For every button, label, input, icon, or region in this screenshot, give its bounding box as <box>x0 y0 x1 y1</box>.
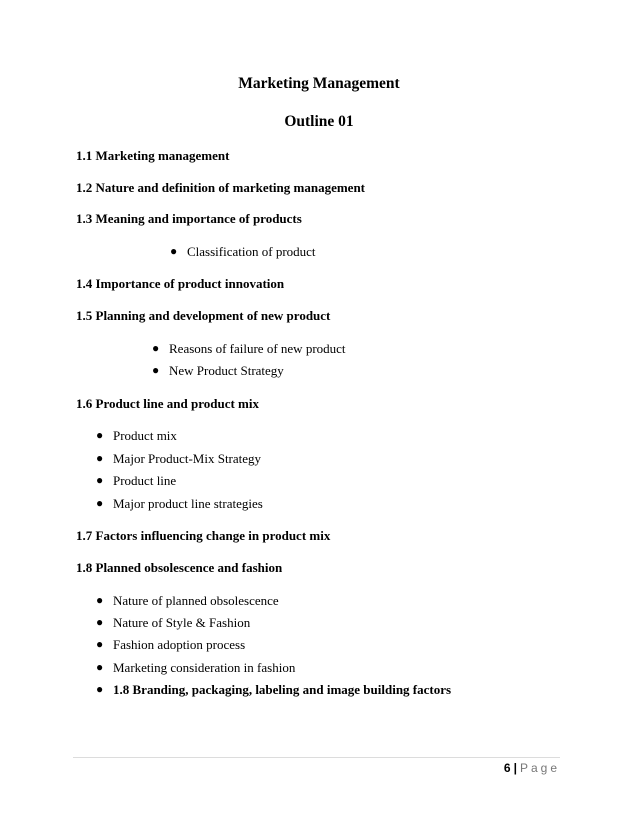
bullet-icon: ● <box>96 593 104 607</box>
page-footer <box>504 761 560 775</box>
section-heading-1-5: 1.5 Planning and development of new product <box>76 308 331 323</box>
footer-divider <box>73 757 560 758</box>
page-label: Page <box>519 761 560 775</box>
bullet-icon: ● <box>96 637 104 651</box>
bullet-icon: ● <box>96 428 104 442</box>
bullet-icon: ● <box>152 341 160 355</box>
bullet-icon: ● <box>96 682 104 696</box>
section-heading-1-6: 1.6 Product line and product mix <box>76 396 259 411</box>
page-title: Marketing Management <box>238 75 400 92</box>
bullet-icon: ● <box>152 363 160 377</box>
section-heading-1-8: 1.8 Planned obsolescence and fashion <box>76 560 283 575</box>
section-heading-1-7: 1.7 Factors influencing change in product mix <box>76 528 331 543</box>
section-heading-1-4: 1.4 Importance of product innovation <box>76 276 285 291</box>
page-subtitle: Outline 01 <box>284 113 354 130</box>
bullet-icon: ● <box>96 496 104 510</box>
footer-separator: | <box>513 761 517 775</box>
page-number: 6 <box>503 761 511 775</box>
bullet-icon: ● <box>170 244 178 258</box>
bullet-icon: ● <box>96 473 104 487</box>
section-heading-1-1: 1.1 Marketing management <box>76 148 230 163</box>
bullet-icon: ● <box>96 660 104 674</box>
section-heading-1-2: 1.2 Nature and definition of marketing management <box>76 180 366 195</box>
section-heading-1-3: 1.3 Meaning and importance of products <box>76 211 302 226</box>
document-page: Marketing Management Outline 01 1.1 Marketing management 1.2 Nature and definition of marketing management 1.3 Meaning and importance of products ● Classification of product 1.4 Importance of product innovation 1.5 Planning and development of new product ● Reasons of failure of new product ● New Product Strategy 1.6 Product line and product mix ● Product mix ● Major Product-Mix Strategy ● Product line ● Major product line strategies 1.7 Factors influencing change in product mix 1.8 Planned obsolescence and fashion ● Nature of planned obsolescence ● Nature of Style & Fashion ● Fashion adoption process ● Marketing consideration in fashion ● 1.8 Branding, packaging, labeling and image building factors 6 | Page <box>0 0 638 826</box>
bullet-icon: ● <box>96 615 104 629</box>
bullet-icon: ● <box>96 451 104 465</box>
